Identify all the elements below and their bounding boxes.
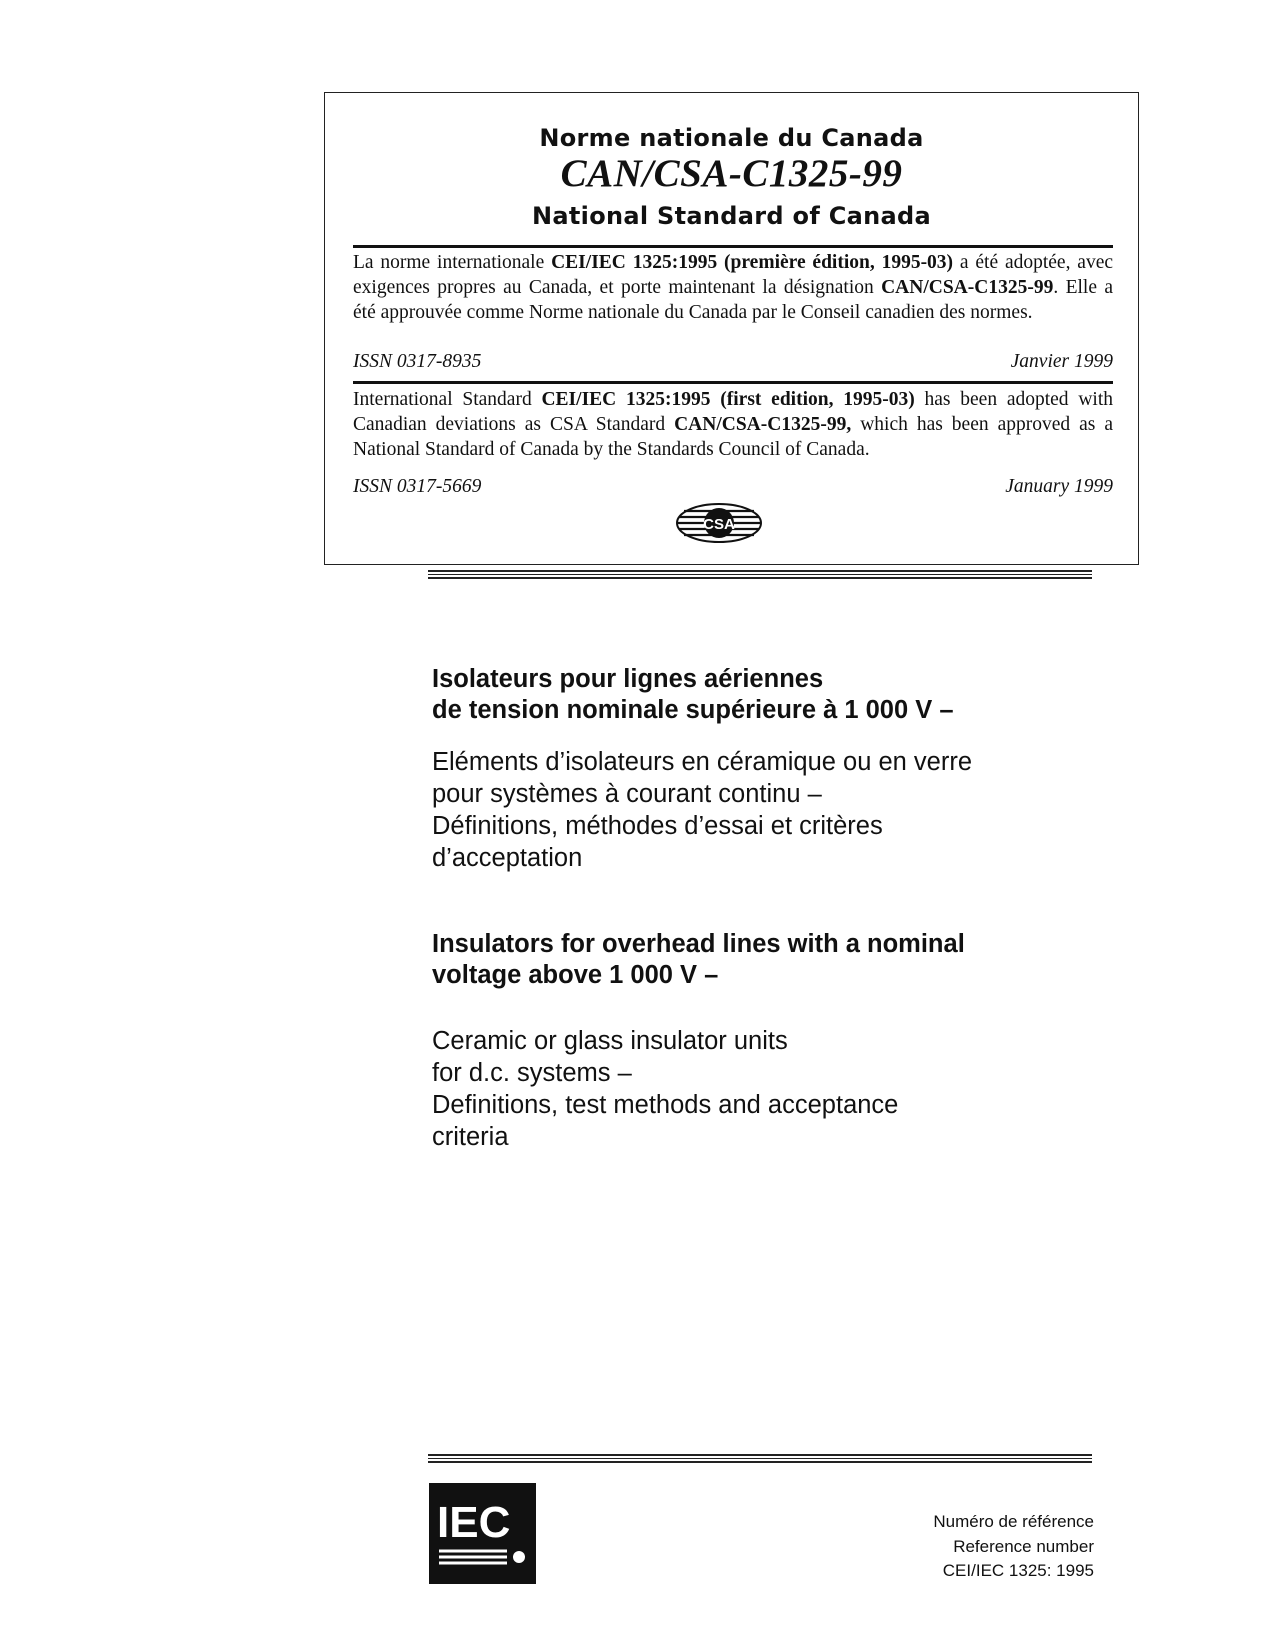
reference-block — [933, 1510, 1094, 1584]
reference-number: CEI/IEC 1325: 1995 — [942, 1561, 1094, 1580]
title-en-main-line-1: Insulators for overhead lines with a nominal — [432, 930, 965, 958]
title-en-sub-line-4: criteria — [432, 1123, 509, 1151]
issn-fr: ISSN 0317-8935 — [353, 351, 482, 372]
standard-designation: CAN/CSA-C1325-99 — [560, 152, 903, 195]
reference-label-fr: Numéro de référence — [933, 1512, 1094, 1531]
csa-logo — [674, 501, 764, 545]
header-national-standard-fr: Norme nationale du Canada — [539, 124, 924, 152]
title-fr-sub-line-4: d’acceptation — [432, 844, 583, 872]
title-fr-main — [432, 664, 1072, 726]
title-fr-main-line-2: de tension nominale supérieure à 1 000 V – — [432, 696, 954, 724]
title-fr-sub-line-3: Définitions, méthodes d’essai et critères — [432, 812, 883, 840]
title-fr-main-line-1: Isolateurs pour lignes aériennes — [432, 665, 824, 693]
date-fr: Janvier 1999 — [1010, 351, 1113, 372]
english-issn-line — [353, 476, 1113, 498]
title-fr-sub — [432, 746, 1072, 874]
title-en-sub-line-3: Definitions, test methods and acceptance — [432, 1091, 899, 1119]
designation-box — [324, 92, 1139, 565]
title-en-sub-line-2: for d.c. systems – — [432, 1059, 632, 1087]
header-national-standard-en: National Standard of Canada — [532, 202, 931, 230]
csa-logo-text: CSA — [703, 516, 735, 533]
iec-logo-text: IEC — [437, 1498, 511, 1547]
rule-top — [353, 245, 1113, 248]
date-en: January 1999 — [1005, 476, 1113, 497]
reference-label-en: Reference number — [953, 1536, 1094, 1556]
french-adoption-notice: La norme internationale CEI/IEC 1325:1995 (première édition, 1995-03) a été adoptée, avec exigences propres au Canada, et porte maintenant la désignation CAN/CSA-C1325-99. Elle a été approuvée comme Norme nationale du Canada par le Conseil canadien des normes. — [353, 252, 1114, 323]
rule-middle — [353, 381, 1113, 384]
double-rule-top — [428, 570, 1092, 581]
english-adoption-notice: International Standard CEI/IEC 1325:1995 (first edition, 1995-03) has been adopted with Canadian deviations as CSA Standard CAN/CSA-C1325-99, which has been approved as a National Standard of Canada by the Standards Council of Canada. — [353, 389, 1113, 460]
title-en-sub-line-1: Ceramic or glass insulator units — [432, 1027, 788, 1055]
issn-en: ISSN 0317-5669 — [353, 476, 482, 497]
iec-logo — [429, 1483, 536, 1584]
title-fr-sub-line-2: pour systèmes à courant continu – — [432, 780, 822, 808]
title-en-main — [432, 929, 1072, 991]
double-rule-bottom — [428, 1454, 1092, 1465]
title-fr-sub-line-1: Eléments d’isolateurs en céramique ou en verre — [432, 748, 973, 776]
title-en-sub — [432, 1025, 1072, 1153]
title-en-main-line-2: voltage above 1 000 V – — [432, 961, 719, 989]
french-issn-line — [353, 351, 1113, 373]
